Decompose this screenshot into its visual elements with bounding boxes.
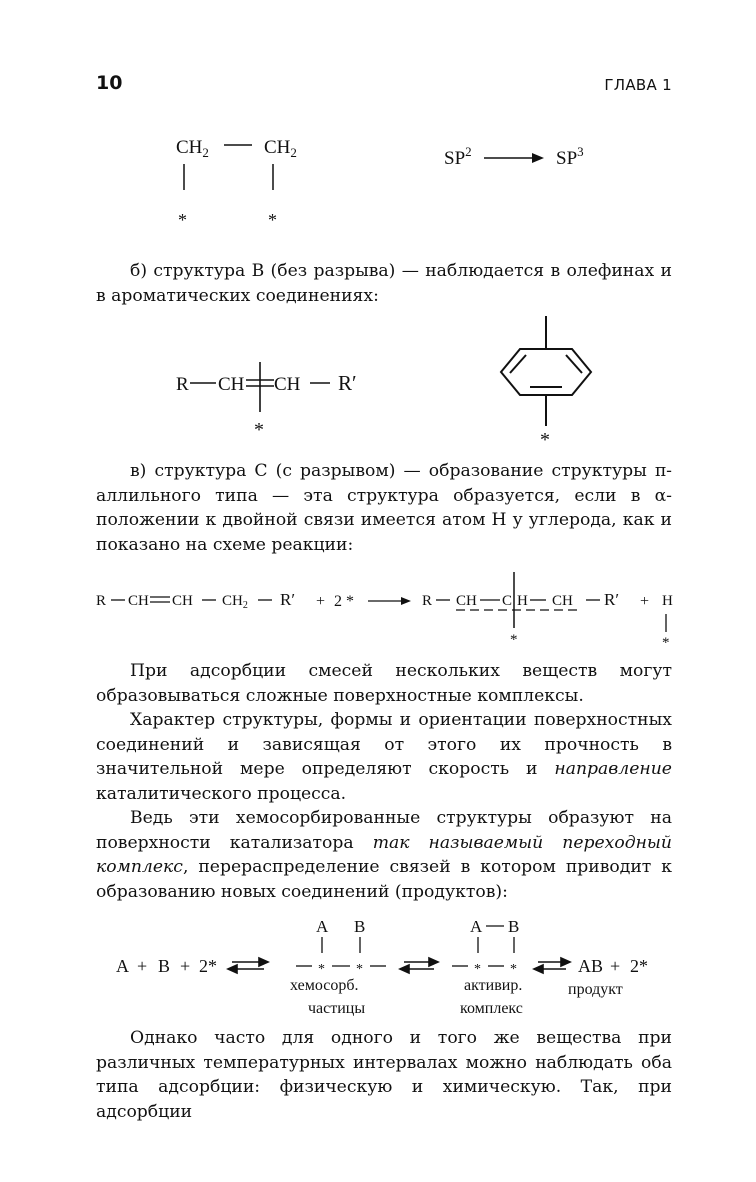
sd-label-active-2: комплекс (460, 1000, 523, 1017)
chapter-title: ГЛАВА 1 (604, 76, 672, 94)
sd-top-b: B (354, 917, 366, 936)
sd-b: B (158, 956, 171, 976)
rc-plus-2: + (640, 593, 650, 610)
p3-italic: так называемый переходный комплекс (96, 832, 672, 877)
rc-prod-c2b: H (517, 593, 528, 609)
benzene-ring (501, 316, 591, 426)
scheme-a (176, 137, 584, 230)
p2-italic: направление (554, 759, 672, 779)
ch-2: CH (274, 374, 301, 395)
paragraph-last: Однако часто для одного и того же вещества при различных температурных интервалах можно наблюдать оба типа адсорбции: физическую и химическую. Так, при адсорбции (96, 1028, 672, 1122)
star-b2: * (540, 429, 550, 451)
star-b1: * (254, 419, 264, 441)
sd-label-chemisorbed-1: хемосорб. (290, 977, 359, 994)
rc-h: H (662, 593, 673, 609)
hybrid-to: $SP^3$ (556, 144, 584, 169)
sd-label-active-1: активир. (464, 977, 523, 994)
star-right: * (268, 210, 277, 230)
sd-plus-2: + (180, 956, 191, 976)
sd-star-4: * (510, 962, 517, 977)
rc-prod-r-prime: R′ (604, 590, 620, 609)
sd-label-product: продукт (568, 981, 623, 998)
rc-star-prod: * (510, 632, 518, 648)
r-right: R′ (338, 371, 357, 395)
sd-label-chemisorbed-2: частицы (308, 1000, 366, 1017)
p3-tail: , перераспределение связей в котором приводит к образованию новых соединений (продуктов): (96, 857, 672, 902)
rc-ch-b: CH (172, 593, 193, 609)
sd-plus-3: + (610, 956, 621, 976)
rc-star: * (346, 593, 354, 610)
rc-coef: 2 (334, 593, 342, 610)
r-left: R (176, 374, 189, 395)
rc-prod-c3: CH (552, 593, 573, 609)
paragraph-structure-character (96, 708, 672, 806)
scheme-b (176, 316, 591, 451)
sd-a: A (116, 956, 129, 976)
rc-ch-a: CH (128, 593, 149, 609)
rc-prod-c2: C (502, 593, 513, 609)
sd-top-a: A (316, 917, 329, 936)
sd-star-2: * (356, 962, 363, 977)
left-ch2: $CH_2$ (176, 137, 209, 160)
rc-prod-c1: CH (456, 593, 477, 609)
rc-r: R (96, 593, 107, 609)
rc-prod-r: R (422, 593, 433, 609)
sd-star-1: * (318, 962, 325, 977)
ch-1: CH (218, 374, 245, 395)
rc-ch2: $CH_2$ (222, 593, 248, 611)
right-ch2: $CH_2$ (264, 137, 297, 160)
paragraph-transition-complex (96, 806, 672, 904)
reaction-c (96, 572, 673, 651)
rc-plus-1: + (316, 593, 326, 610)
sd-star-3: * (474, 962, 481, 977)
paragraph-structure-b: б) структура В (без разрыва) — наблюдается в олефинах и в ароматических соединениях: (96, 261, 672, 306)
hybrid-from: $SP^2$ (444, 144, 472, 169)
paragraph-structure-c: в) структура С (с разрывом) — образование структуры π-аллильного типа — эта структура образуется, если в α-положении к двойной связи имеется атом Н у углерода, как и показано на схеме реакции: (96, 461, 672, 555)
sd-coef-2: 2* (630, 956, 648, 976)
rc-star-h: * (662, 635, 670, 651)
p3-main: Ведь эти хемосорбированные структуры образуют на поверхности катализатора (96, 808, 672, 853)
paragraph-mixtures: При адсорбции смесей нескольких веществ могут образовываться сложные поверхностные комплексы. (96, 661, 672, 706)
star-left: * (178, 210, 187, 230)
sd-plus-1: + (137, 956, 148, 976)
rc-r-prime: R′ (280, 590, 296, 609)
sd-ab: AB (578, 956, 604, 976)
page-number: 10 (96, 72, 123, 94)
sd-act-a: A (470, 917, 483, 936)
p2-tail: каталитического процесса. (96, 783, 347, 804)
p2-main: Характер структуры, формы и ориентации поверхностных соединений и зависящая от этого их прочность в значительной мере определяют скорость и (96, 710, 672, 779)
sd-coef-1: 2* (199, 956, 217, 976)
sd-act-b: B (508, 917, 520, 936)
scheme-d (116, 917, 648, 1017)
